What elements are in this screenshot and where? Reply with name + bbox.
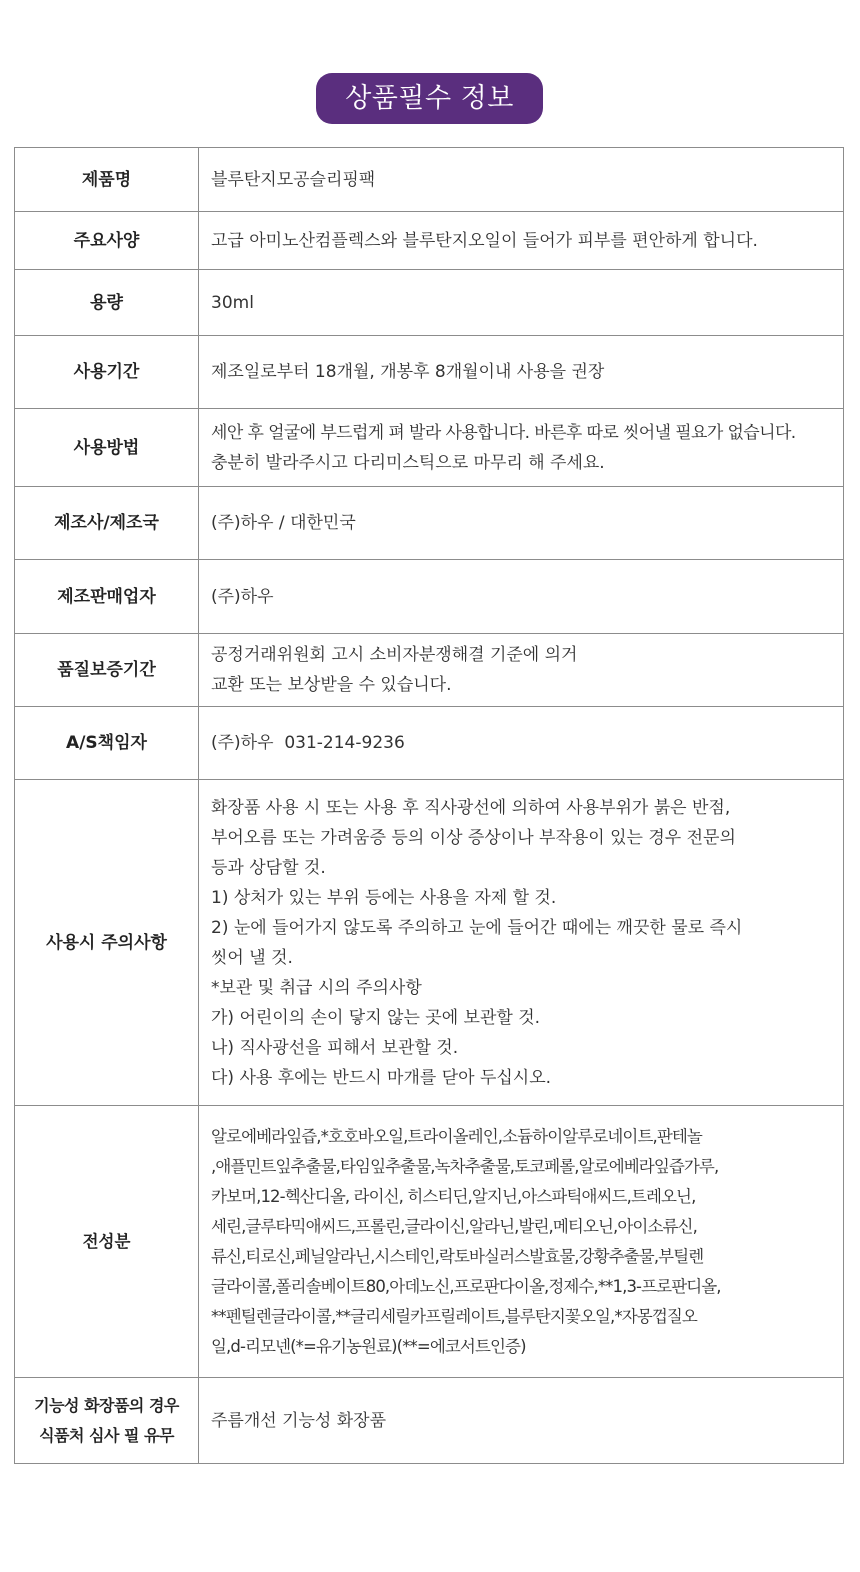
row-value: (주)하우 (199, 560, 844, 634)
row-label: 제품명 (15, 148, 199, 212)
product-info-table (14, 147, 844, 1464)
row-label: 품질보증기간 (15, 634, 199, 707)
table-row-as-contact (15, 707, 844, 780)
table-row-functional-review (15, 1378, 844, 1464)
row-value: 주름개선 기능성 화장품 (199, 1378, 844, 1464)
section-title-badge: 상품필수 정보 (316, 73, 543, 124)
table-row-product-name (15, 148, 844, 212)
table-row-volume (15, 270, 844, 336)
table-row-ingredients (15, 1106, 844, 1378)
row-label: 전성분 (15, 1106, 199, 1378)
table-row-distributor (15, 560, 844, 634)
row-value: 세안 후 얼굴에 부드럽게 펴 발라 사용합니다. 바른후 따로 씻어낼 필요가 없습니다. 충분히 발라주시고 다리미스틱으로 마무리 해 주세요. (199, 409, 844, 487)
row-label: 기능성 화장품의 경우 식품처 심사 필 유무 (15, 1378, 199, 1464)
table-row-precautions (15, 780, 844, 1106)
row-value: 공정거래위원회 고시 소비자분쟁해결 기준에 의거 교환 또는 보상받을 수 있습니다. (199, 634, 844, 707)
row-value: 제조일로부터 18개월, 개봉후 8개월이내 사용을 권장 (199, 336, 844, 409)
row-label: 주요사양 (15, 212, 199, 270)
row-value: (주)하우 031-214-9236 (199, 707, 844, 780)
row-value: (주)하우 / 대한민국 (199, 487, 844, 560)
table-row-how-to-use (15, 409, 844, 487)
row-value: 화장품 사용 시 또는 사용 후 직사광선에 의하여 사용부위가 붉은 반점, 부어오름 또는 가려움증 등의 이상 증상이나 부작용이 있는 경우 전문의 등과 상담할 것. 1) 상처가 있는 부위 등에는 사용을 자제 할 것. 2) 눈에 들어가지 않도록 주의하고 눈에 들어간 때에는 깨끗한 물로 즉시 씻어 낼 것. *보관 및 취급 시의 주의사항 가) 어린이의 손이 닿지 않는 곳에 보관할 것. 나) 직사광선을 피해서 보관할 것. 다) 사용 후에는 반드시 마개를 닫아 두십시오. (199, 780, 844, 1106)
row-label: 사용방법 (15, 409, 199, 487)
row-label: 사용시 주의사항 (15, 780, 199, 1106)
row-label: 제조사/제조국 (15, 487, 199, 560)
row-label: 사용기간 (15, 336, 199, 409)
row-value: 30ml (199, 270, 844, 336)
row-value: 알로에베라잎즙,*호호바오일,트라이올레인,소듐하이알루로네이트,판테놀 ,애플민트잎추출물,타임잎추출물,녹차추출물,토코페롤,알로에베라잎즙가루, 카보머,12-헥산디올, 라이신, 히스티딘,알지닌,아스파틱애씨드,트레오닌, 세린,글루타믹애씨드,프롤린,글라이신,알라닌,발린,메티오닌,아이소류신, 류신,티로신,페닐알라닌,시스테인,락토바실러스발효물,강황추출물,부틸렌 글라이콜,폴리솔베이트80,아데노신,프로판다이올,정제수,**1,3-프로판디올, **펜틸렌글라이콜,**글리세릴카프릴레이트,블루탄지꽃오일,*자몽껍질오 일,d-리모넨(*=유기농원료)(**=에코서트인증) (199, 1106, 844, 1378)
table-row-warranty-period (15, 634, 844, 707)
table-row-usage-period (15, 336, 844, 409)
table-row-main-spec (15, 212, 844, 270)
row-value: 고급 아미노산컴플렉스와 블루탄지오일이 들어가 피부를 편안하게 합니다. (199, 212, 844, 270)
row-value: 블루탄지모공슬리핑팩 (199, 148, 844, 212)
row-label: A/S책임자 (15, 707, 199, 780)
row-label: 용량 (15, 270, 199, 336)
table-row-manufacturer-country (15, 487, 844, 560)
row-label: 제조판매업자 (15, 560, 199, 634)
